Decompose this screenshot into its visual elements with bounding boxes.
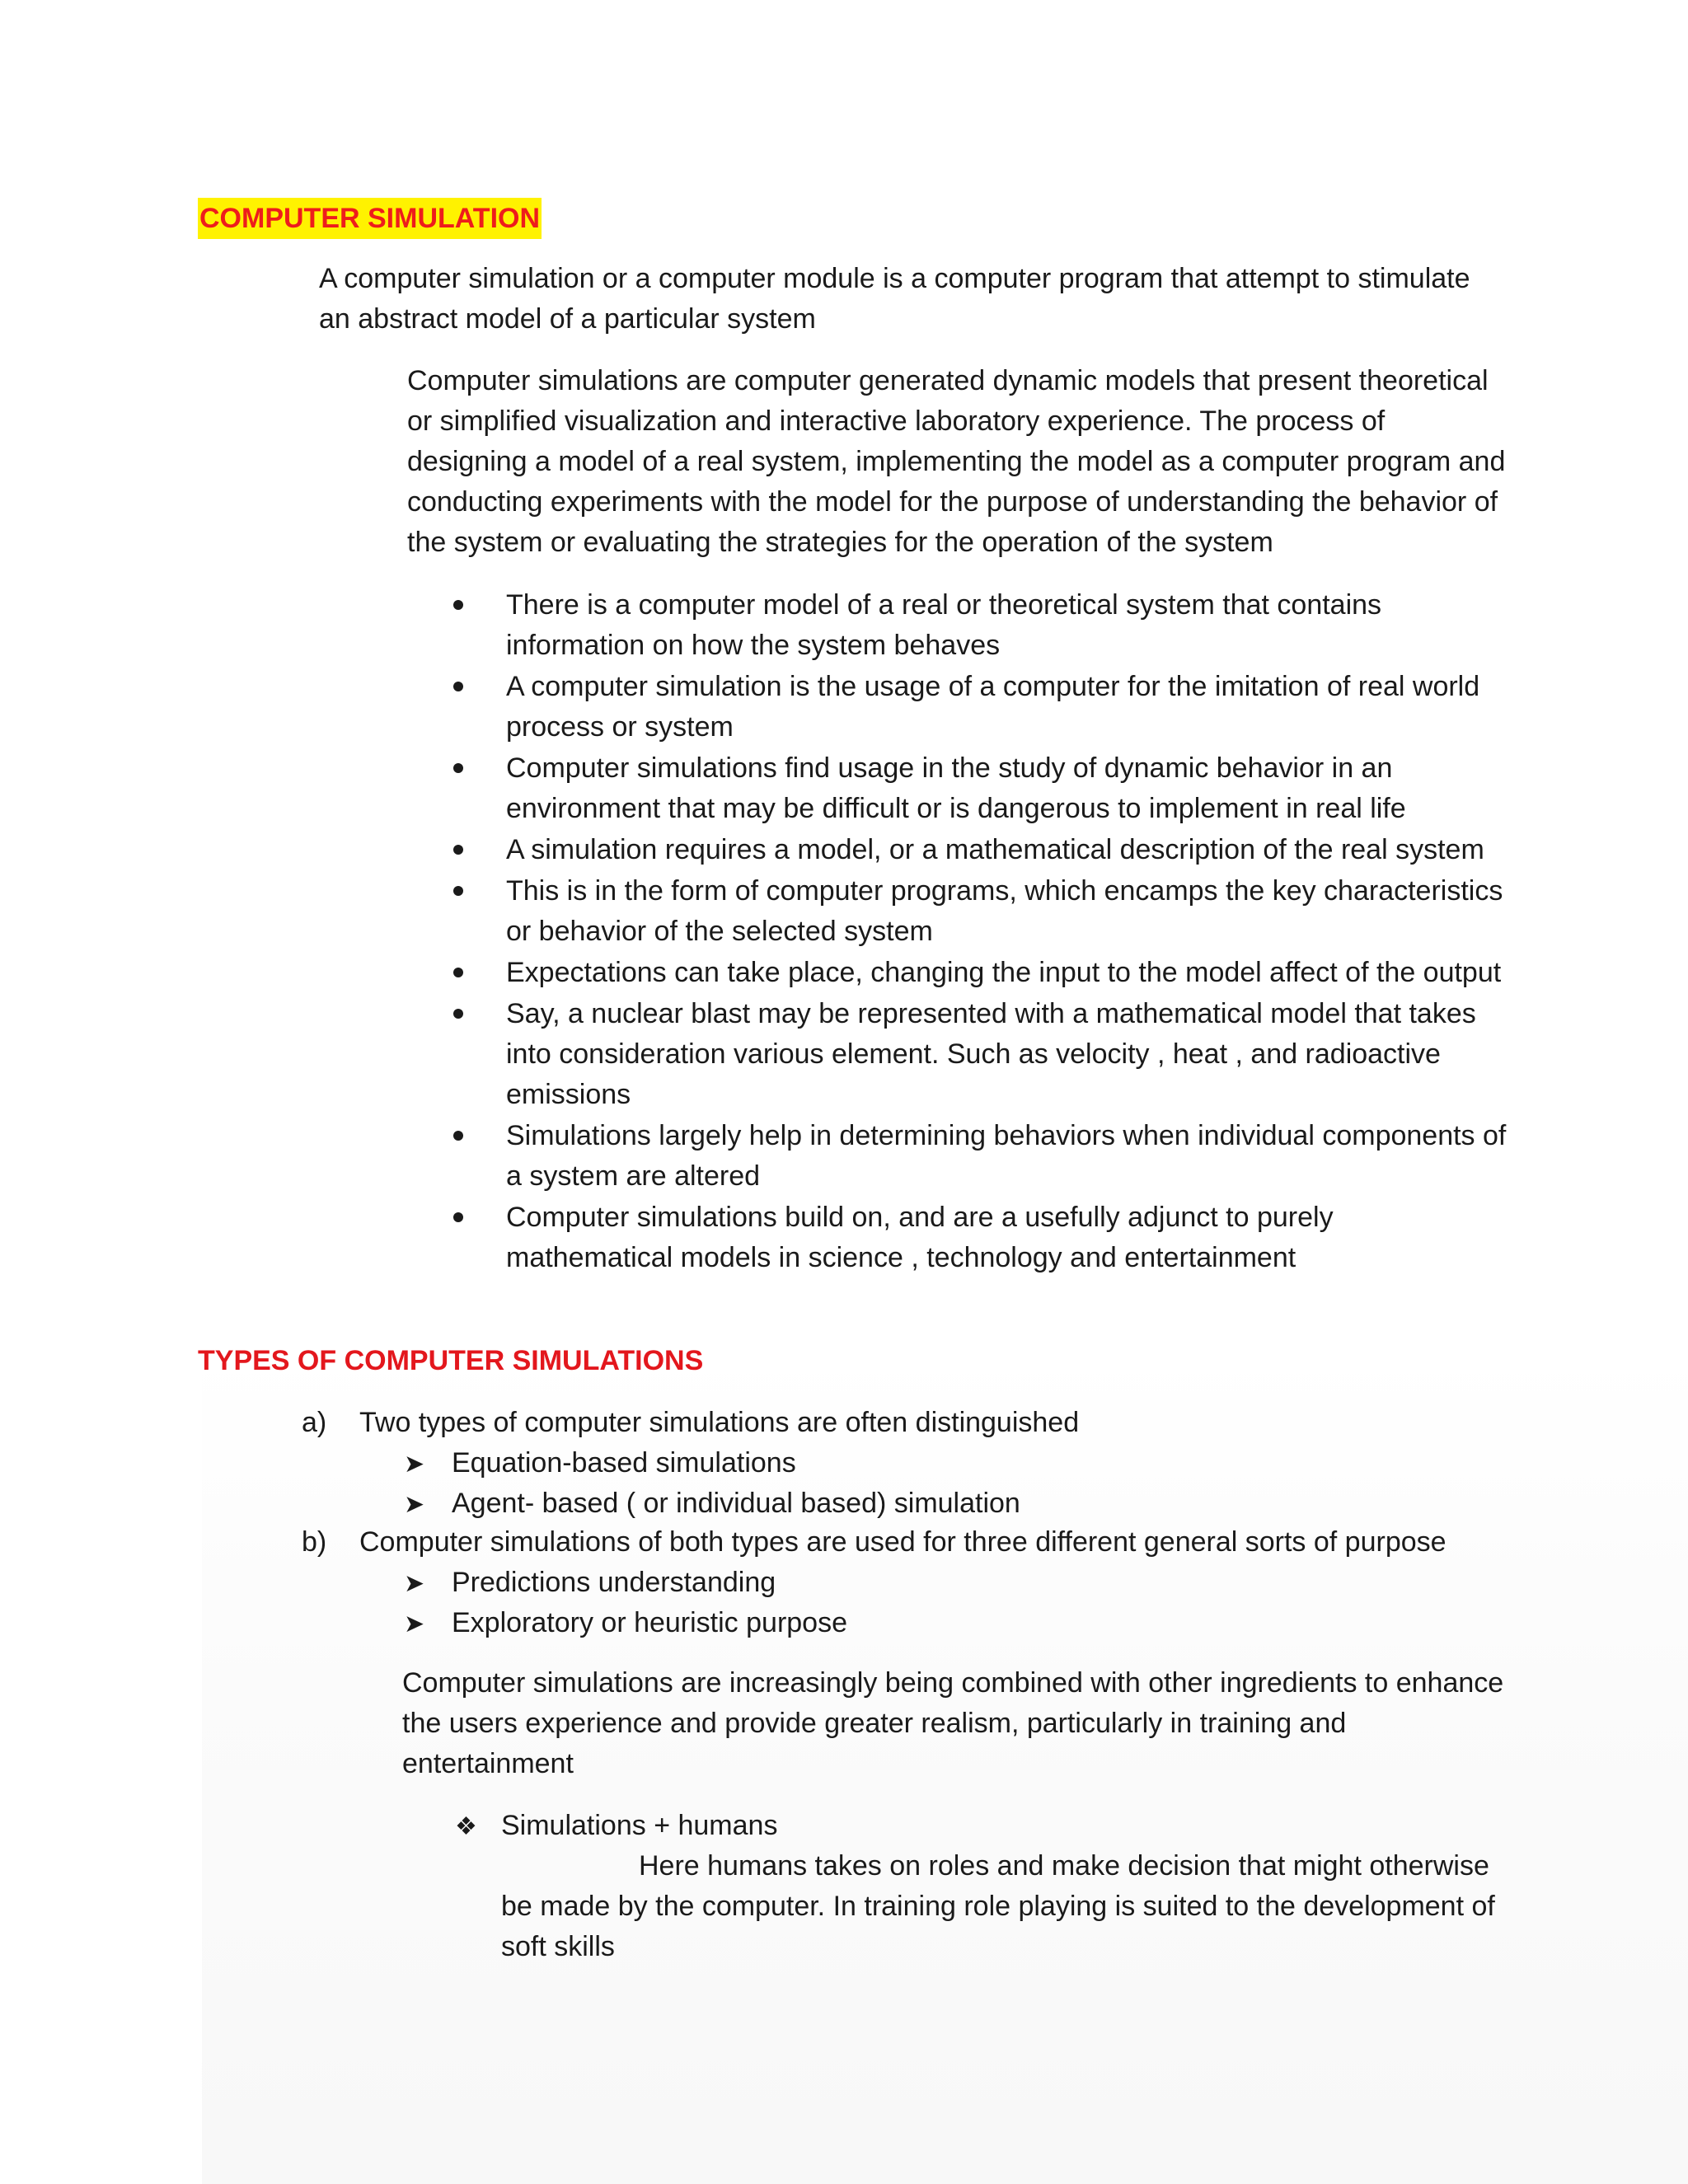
alpha-item-a [302,1403,1538,1443]
list-item-text: Computer simulations build on, and are a usefully adjunct to purely mathematical models in science , technology and entertainment [506,1202,1334,1273]
alpha-marker: a) [302,1407,327,1438]
sub-item-text: Predictions understanding [452,1567,776,1598]
arrow-bullet-icon: ➤ [404,1570,425,1597]
bullet-icon [453,845,463,855]
section-title-computer-simulation: COMPUTER SIMULATION [198,198,542,239]
list-item-text: Simulations largely help in determining behaviors when individual components of a system are altered [506,1120,1507,1192]
list-item [506,748,1507,829]
sub-item [404,1603,1475,1644]
list-item [506,667,1507,748]
alpha-item-text: Two types of computer simulations are often distinguished [359,1407,1080,1438]
arrow-bullet-icon: ➤ [404,1491,425,1518]
alpha-marker: b) [302,1526,327,1558]
diamond-item [455,1806,777,1847]
list-item [506,1197,1507,1278]
list-item-text: Expectations can take place, changing the input to the model affect of the output [506,957,1502,988]
bullet-icon [453,763,463,773]
section-title-types: TYPES OF COMPUTER SIMULATIONS [198,1345,704,1376]
sub-item-text: Equation-based simulations [452,1447,796,1479]
list-item-text: There is a computer model of a real or theoretical system that contains information on how the system behaves [506,589,1382,661]
intro-paragraph: A computer simulation or a computer module is a computer program that attempt to stimulate an abstract model of a particular system [319,263,1470,335]
bullet-icon [453,968,463,977]
arrow-bullet-icon: ➤ [404,1610,425,1638]
arrow-bullet-icon: ➤ [404,1451,425,1478]
list-item [506,871,1507,952]
sub-item [404,1443,1475,1484]
sub-item [404,1563,1475,1604]
sub-item [404,1483,1475,1525]
list-item [506,953,1507,993]
sub-item-text: Exploratory or heuristic purpose [452,1607,848,1638]
list-item-text: A computer simulation is the usage of a computer for the imitation of real world process or system [506,671,1480,743]
list-item-text: Say, a nuclear blast may be represented with a mathematical model that takes into consideration various element. Such as velocity , heat , and radioactive emissions [506,998,1476,1110]
diamond-item-label: Simulations + humans [501,1810,778,1841]
list-item-text: Computer simulations find usage in the study of dynamic behavior in an environment that may be difficult or is dangerous to implement in real life [506,752,1406,824]
bullet-icon [453,1009,463,1019]
alpha-item-text: Computer simulations of both types are used for three different general sorts of purpose [359,1526,1447,1558]
sub-item-text: Agent- based ( or individual based) simulation [452,1488,1020,1519]
list-item-text: This is in the form of computer programs, which encamps the key characteristics or behavior of the selected system [506,875,1503,947]
diamond-bullet-icon: ❖ [455,1813,477,1840]
combined-paragraph: Computer simulations are increasingly being combined with other ingredients to enhance the users experience and provide greater realism, particularly in training and entertainment [402,1667,1504,1779]
list-item [506,830,1507,870]
bullet-icon [453,1212,463,1222]
list-item-text: A simulation requires a model, or a mathematical description of the real system [506,834,1484,865]
bullet-icon [453,600,463,610]
bullet-icon [453,1131,463,1141]
list-item [506,585,1507,666]
humans-paragraph: Here humans takes on roles and make decision that might otherwise be made by the computer. In training role playing is suited to the development of soft skills [501,1850,1495,1962]
alpha-item-b [302,1522,1538,1563]
list-item [506,994,1507,1115]
bullet-icon [453,682,463,691]
definition-paragraph: Computer simulations are computer generated dynamic models that present theoretical or simplified visualization and interactive laboratory experience. The process of designing a model of a real system, implementing the model as a computer program and conducting experiments with the model for the purpose of understanding the behavior of the system or evaluating the strategies for the operation of the system [407,365,1506,558]
list-item [506,1116,1507,1197]
bullet-list [506,585,1507,1279]
bullet-icon [453,886,463,896]
